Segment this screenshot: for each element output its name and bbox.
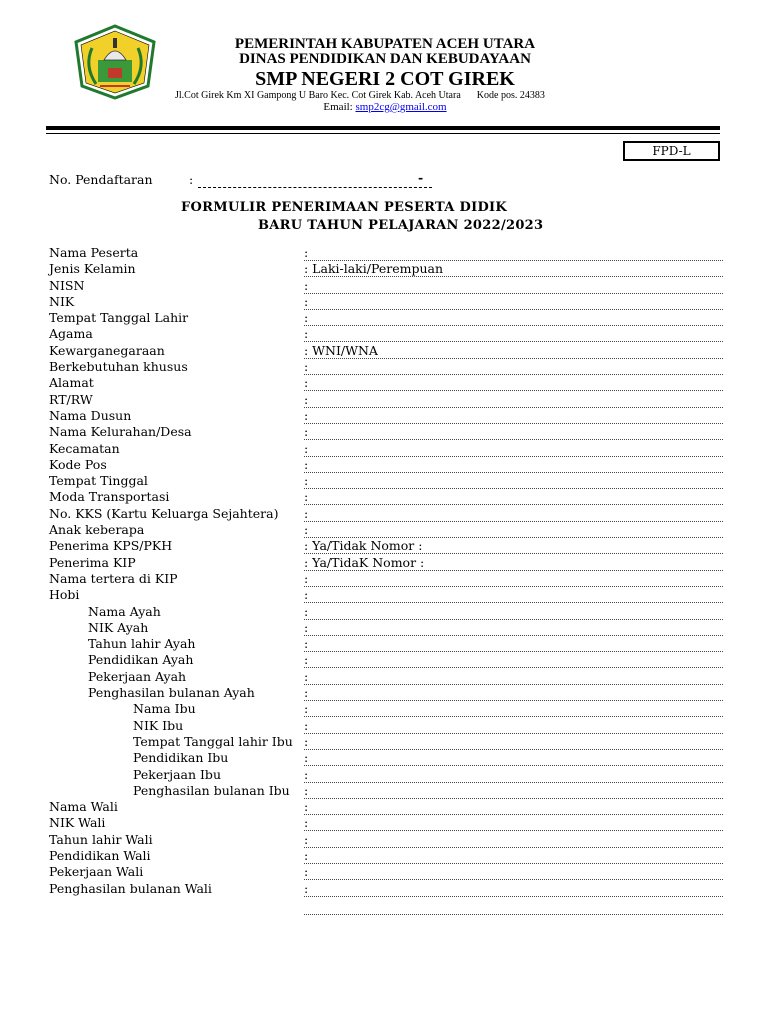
field-input[interactable]: : [304,571,723,587]
form-row [0,359,768,375]
field-input[interactable]: : [304,489,723,505]
field-input[interactable]: : [304,636,723,652]
field-label: Moda Transportasi [49,489,170,505]
form-row [0,343,768,359]
field-input[interactable]: : [304,310,723,326]
field-input[interactable]: : Ya/TidaK Nomor : [304,555,723,571]
field-input[interactable]: : [304,750,723,766]
field-label: NIK [49,293,75,309]
form-row [0,799,768,815]
header-divider-thin [46,133,720,134]
field-input[interactable]: : [304,864,723,880]
school-name: SMP NEGERI 2 COT GIREK [255,68,515,90]
field-input[interactable]: : [304,701,723,717]
field-input[interactable]: : [304,587,723,603]
form-row [0,669,768,685]
field-label: Tahun lahir Wali [49,831,153,847]
form-fields [0,245,768,897]
field-label: Pekerjaan Ayah [88,668,187,684]
field-label: Anak keberapa [49,522,145,538]
field-label: Pekerjaan Ibu [133,766,221,782]
form-row [0,408,768,424]
form-row [0,604,768,620]
field-input[interactable]: : [304,652,723,668]
form-row [0,767,768,783]
form-row [0,326,768,342]
department-name: DINAS PENDIDIKAN DAN KEBUDAYAAN [239,51,531,67]
field-input[interactable]: : [304,832,723,848]
form-row [0,750,768,766]
registration-dash: - [418,170,424,185]
field-input[interactable]: : [304,718,723,734]
field-label: Penghasilan bulanan Ibu [133,782,290,798]
field-label: Alamat [49,375,94,391]
field-label: Tempat Tanggal lahir Ibu [133,733,293,749]
field-label: NIK Ayah [88,619,149,635]
form-row [0,278,768,294]
field-label: Nama Ayah [88,603,161,619]
form-row [0,636,768,652]
form-row [0,424,768,440]
field-label: Penerima KIP [49,554,136,570]
school-address [175,91,600,101]
field-label: Nama Wali [49,799,118,815]
form-row [0,652,768,668]
school-email [160,102,610,113]
field-input[interactable]: : [304,408,723,424]
field-input[interactable]: : [304,375,723,391]
field-label: Tempat Tinggal [49,473,148,489]
form-row [0,815,768,831]
field-label: Penghasilan bulanan Ayah [88,685,255,701]
form-row [0,538,768,554]
email-link[interactable]: smp2cg@gmail.com [355,101,447,113]
form-title-line1: FORMULIR PENERIMAAN PESERTA DIDIK [181,200,508,215]
field-input[interactable]: : [304,278,723,294]
form-code-box: FPD-L [623,141,720,161]
field-label: Pendidikan Ayah [88,652,194,668]
trailing-dotted-line [304,914,723,915]
form-row [0,783,768,799]
registration-field[interactable] [198,187,432,188]
field-label: NIK Wali [49,815,106,831]
form-row [0,473,768,489]
field-label: Kecamatan [49,440,120,456]
header-divider-thick [46,126,720,130]
form-row [0,457,768,473]
form-row [0,522,768,538]
field-input[interactable]: : [304,245,723,261]
field-label: Pendidikan Wali [49,847,151,863]
field-label: Nama Ibu [133,701,196,717]
form-row [0,864,768,880]
field-input[interactable]: : [304,441,723,457]
field-label: NIK Ibu [133,717,184,733]
field-label: Nama tertera di KIP [49,570,178,586]
field-label: RT/RW [49,391,93,407]
field-label: Penghasilan bulanan Wali [49,880,212,896]
field-input[interactable]: : [304,783,723,799]
field-label: Nama Dusun [49,407,132,423]
field-label: Agama [49,326,93,342]
field-input[interactable]: : [304,767,723,783]
field-input[interactable]: : [304,799,723,815]
field-label: Kewarganegaraan [49,342,165,358]
form-row [0,848,768,864]
field-input[interactable]: : Ya/Tidak Nomor : [304,538,723,554]
form-row [0,701,768,717]
postal-code: Kode pos. 24383 [476,90,545,101]
form-row [0,685,768,701]
field-input[interactable]: : [304,473,723,489]
field-label: Hobi [49,587,80,603]
registration-colon: : [189,172,194,187]
form-row [0,441,768,457]
field-input[interactable]: : [304,522,723,538]
form-title-line2: BARU TAHUN PELAJARAN 2022/2023 [258,218,544,233]
field-label: Berkebutuhan khusus [49,359,188,375]
field-input[interactable]: : [304,685,723,701]
registration-label: No. Pendaftaran [49,172,153,187]
field-input[interactable]: : [304,506,723,522]
form-row [0,506,768,522]
field-input[interactable]: : [304,815,723,831]
field-label: No. KKS (Kartu Keluarga Sejahtera) [49,505,279,521]
field-label: Nama Peserta [49,245,139,260]
form-row [0,555,768,571]
field-input[interactable]: : WNI/WNA [304,343,723,359]
field-input[interactable]: : [304,424,723,440]
field-label: NISN [49,277,85,293]
field-input[interactable]: : [304,734,723,750]
field-label: Nama Kelurahan/Desa [49,424,192,440]
field-label: Kode Pos [49,456,107,472]
form-row [0,718,768,734]
form-row [0,734,768,750]
form-row [0,832,768,848]
field-input[interactable]: : [304,848,723,864]
field-input[interactable]: : [304,326,723,342]
form-row [0,620,768,636]
field-label: Pekerjaan Wali [49,864,144,880]
form-row [0,310,768,326]
field-input[interactable]: : [304,294,723,310]
field-input[interactable]: : [304,457,723,473]
field-label: Penerima KPS/PKH [49,538,173,554]
form-row [0,587,768,603]
field-label: Jenis Kelamin [49,261,136,277]
field-label: Tahun lahir Ayah [88,636,196,652]
field-input[interactable]: : Laki-laki/Perempuan [304,261,723,277]
form-row [0,245,768,261]
address-text: Jl.Cot Girek Km XI Gampong U Baro Kec. Cot Girek Kab. Aceh Utara [175,90,461,101]
field-input[interactable]: : [304,359,723,375]
form-row [0,881,768,897]
form-row [0,375,768,391]
form-row [0,261,768,277]
form-row [0,294,768,310]
school-emblem-icon [74,24,156,100]
field-input[interactable]: : [304,392,723,408]
field-label: Pendidikan Ibu [133,750,229,766]
field-input[interactable]: : [304,881,723,897]
field-input[interactable]: : [304,669,723,685]
form-row [0,489,768,505]
email-label: Email: [323,101,353,113]
field-input[interactable]: : [304,604,723,620]
form-row [0,392,768,408]
field-input[interactable]: : [304,620,723,636]
form-row [0,571,768,587]
government-name: PEMERINTAH KABUPATEN ACEH UTARA [234,36,536,52]
field-label: Tempat Tanggal Lahir [49,310,189,326]
